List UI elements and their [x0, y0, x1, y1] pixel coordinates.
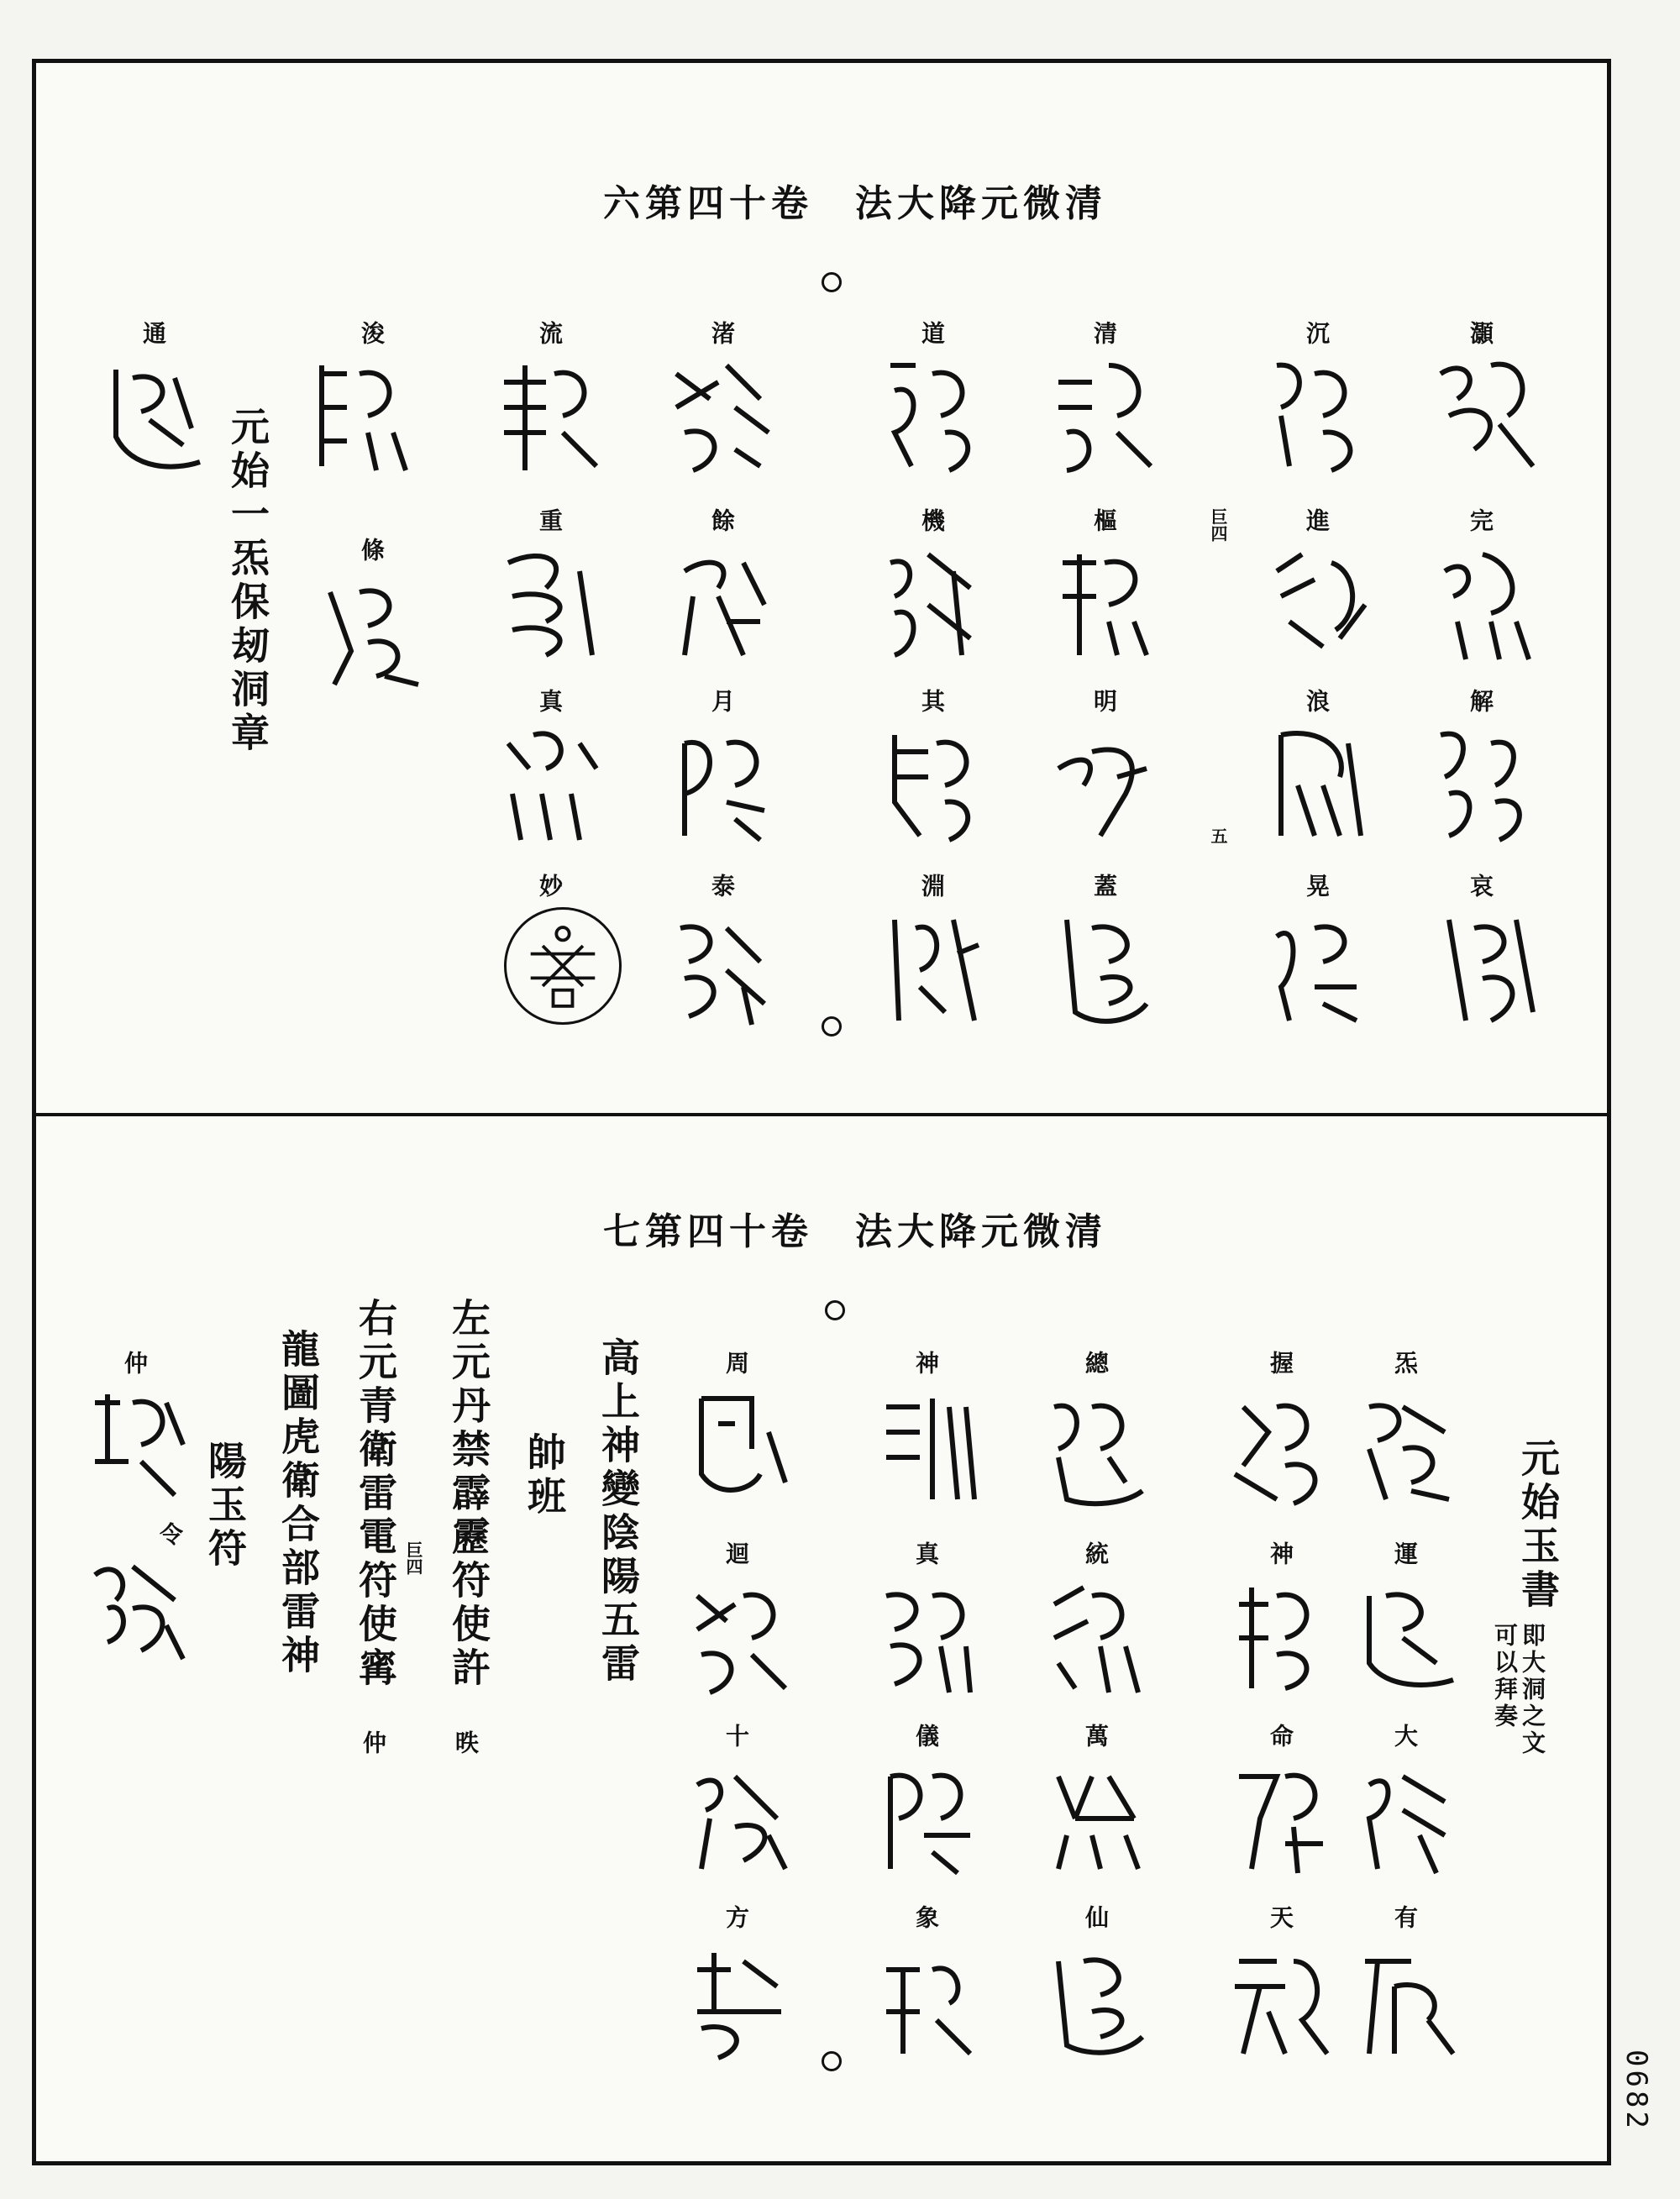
- bottom-gloss: 有: [1391, 1905, 1419, 1929]
- bottom-line-3: 右元青衛雷電符使寗: [353, 1298, 398, 1691]
- top-side-title: 元始一炁保刼洞章: [225, 407, 270, 756]
- seal-glyph: [1050, 538, 1159, 664]
- top-gloss: 道: [918, 321, 946, 344]
- seal-glyph: [874, 1382, 983, 1508]
- top-gloss: 進: [1303, 508, 1331, 532]
- seal-glyph: [1264, 349, 1373, 475]
- seal-glyph: [1226, 1382, 1336, 1508]
- seal-glyph: [496, 538, 605, 664]
- seal-glyph: [1050, 349, 1159, 475]
- bottom-gloss: 統: [1082, 1541, 1110, 1565]
- bottom-gloss: 方: [722, 1905, 750, 1929]
- top-gloss: 灝: [1467, 321, 1494, 344]
- top-gloss: 浚: [358, 321, 386, 344]
- seal-glyph: [1432, 349, 1541, 475]
- seal-glyph: [1432, 538, 1541, 664]
- bottom-gloss: 仲: [121, 1351, 149, 1374]
- seal-glyph: [1042, 1382, 1151, 1508]
- seal-glyph: [1042, 1571, 1151, 1697]
- seal-glyph: [1042, 1751, 1151, 1877]
- bottom-gloss: 象: [912, 1905, 940, 1929]
- seal-glyph: [1432, 903, 1541, 1029]
- top-gloss: 真: [536, 689, 564, 712]
- top-gloss: 清: [1090, 321, 1118, 344]
- seal-glyph: [878, 903, 987, 1029]
- bottom-gloss: 真: [912, 1541, 940, 1565]
- top-circle-mark: [822, 272, 842, 292]
- top-gloss: 泰: [708, 874, 736, 897]
- top-gloss: 淵: [918, 874, 946, 897]
- top-gloss: 重: [536, 508, 564, 532]
- seal-glyph: [878, 349, 987, 475]
- top-gloss: 餘: [708, 508, 736, 532]
- top-gloss: 通: [139, 321, 167, 344]
- bottom-title-note-2: 可以拜奏: [1491, 1623, 1519, 1730]
- bottom-gloss: 總: [1082, 1351, 1110, 1374]
- bottom-line-1b: 帥班: [522, 1432, 567, 1519]
- bottom-gloss: 運: [1391, 1541, 1419, 1565]
- top-circle-mark-bottom: [822, 1016, 842, 1037]
- margin-mark: 五: [1208, 827, 1228, 844]
- bottom-gloss: 令: [156, 1522, 184, 1546]
- bottom-title-main: 元始玉書: [1515, 1438, 1561, 1613]
- bottom-gloss: 仙: [1082, 1905, 1110, 1929]
- bottom-line-4: 龍圖虎衛合部雷神: [276, 1329, 321, 1678]
- seal-glyph: [1352, 1751, 1462, 1877]
- top-gloss: 哀: [1467, 874, 1494, 897]
- top-gloss: 樞: [1090, 508, 1118, 532]
- bottom-gloss: 神: [1267, 1541, 1294, 1565]
- bottom-header: 七第四十卷 法大降元微清: [603, 1210, 1107, 1253]
- bottom-gloss: 儀: [912, 1724, 940, 1747]
- bottom-line-3-note: 仲: [360, 1730, 387, 1757]
- seal-glyph: [874, 1751, 983, 1877]
- bottom-gloss: 炁: [1391, 1351, 1419, 1374]
- top-gloss: 解: [1467, 689, 1494, 712]
- top-gloss: 浪: [1303, 689, 1331, 712]
- top-gloss: 明: [1090, 689, 1118, 712]
- seal-glyph: [1432, 718, 1541, 844]
- top-gloss: 月: [708, 689, 736, 712]
- miao-seal-circle: [504, 907, 622, 1025]
- bottom-gloss: 天: [1267, 1905, 1294, 1929]
- bottom-gloss: 神: [912, 1351, 940, 1374]
- top-gloss: 流: [536, 321, 564, 344]
- seal-glyph: [668, 903, 777, 1029]
- seal-glyph: [668, 718, 777, 844]
- seal-glyph: [496, 718, 605, 844]
- top-gloss: 渚: [708, 321, 736, 344]
- seal-glyph: [1352, 1571, 1462, 1697]
- top-header: 六第四十卷 法大降元微清: [603, 182, 1107, 225]
- seal-glyph: [874, 1571, 983, 1697]
- seal-glyph: [309, 349, 418, 475]
- bottom-margin-mark: 巨四: [403, 1541, 423, 1575]
- seal-glyph: [1042, 1936, 1151, 2062]
- seal-glyph: [668, 538, 777, 664]
- top-gloss: 沉: [1303, 321, 1331, 344]
- bottom-gloss: 周: [722, 1351, 750, 1374]
- seal-glyph: [318, 567, 427, 693]
- top-gloss: 晃: [1303, 874, 1331, 897]
- bottom-line-2-note: 昳: [452, 1730, 480, 1757]
- bottom-line-4b: 陽玉符: [202, 1441, 248, 1572]
- seal-glyph: [685, 1936, 794, 2062]
- seal-glyph: [1050, 718, 1159, 844]
- bottom-title-note-1: 即大洞之文: [1519, 1623, 1546, 1757]
- bottom-line-1: 高上神變陰陽五雷: [596, 1337, 641, 1687]
- seal-glyph: [1264, 903, 1373, 1029]
- seal-glyph: [82, 1378, 192, 1504]
- top-gloss: 其: [918, 689, 946, 712]
- seal-glyph: [874, 1936, 983, 2062]
- seal-glyph: [1264, 538, 1373, 664]
- margin-mark: 巨四: [1208, 508, 1228, 542]
- seal-glyph: [685, 1751, 794, 1877]
- bottom-gloss: 命: [1267, 1724, 1294, 1747]
- seal-glyph: [878, 718, 987, 844]
- page-number: 0682: [1620, 2049, 1653, 2132]
- bottom-gloss: 萬: [1082, 1724, 1110, 1747]
- bottom-line-2: 左元丹禁霹靂符使許: [446, 1298, 491, 1691]
- seal-glyph: [668, 349, 777, 475]
- seal-glyph: [1352, 1936, 1462, 2062]
- panel-divider: [36, 1113, 1607, 1116]
- seal-glyph: [1226, 1571, 1336, 1697]
- seal-glyph: [1050, 903, 1159, 1029]
- seal-glyph: [1226, 1751, 1336, 1877]
- top-gloss: 蓋: [1090, 874, 1118, 897]
- bottom-gloss: 大: [1391, 1724, 1419, 1747]
- bottom-circle-mark: [825, 1300, 845, 1320]
- seal-glyph: [82, 1541, 192, 1667]
- bottom-circle-mark-bottom: [822, 2051, 842, 2071]
- bottom-gloss: 握: [1267, 1351, 1294, 1374]
- seal-glyph: [1226, 1936, 1336, 2062]
- seal-glyph: [685, 1571, 794, 1697]
- seal-glyph: [685, 1382, 794, 1508]
- seal-glyph: [1264, 718, 1373, 844]
- top-gloss: 完: [1467, 508, 1494, 532]
- seal-glyph: [496, 349, 605, 475]
- bottom-gloss: 迴: [722, 1541, 750, 1565]
- seal-glyph: [878, 538, 987, 664]
- top-gloss: 機: [918, 508, 946, 532]
- top-gloss: 條: [358, 538, 386, 561]
- seal-glyph: [1352, 1382, 1462, 1508]
- top-gloss: 妙: [536, 874, 564, 897]
- seal-glyph: [99, 353, 208, 479]
- bottom-gloss: 十: [722, 1724, 750, 1747]
